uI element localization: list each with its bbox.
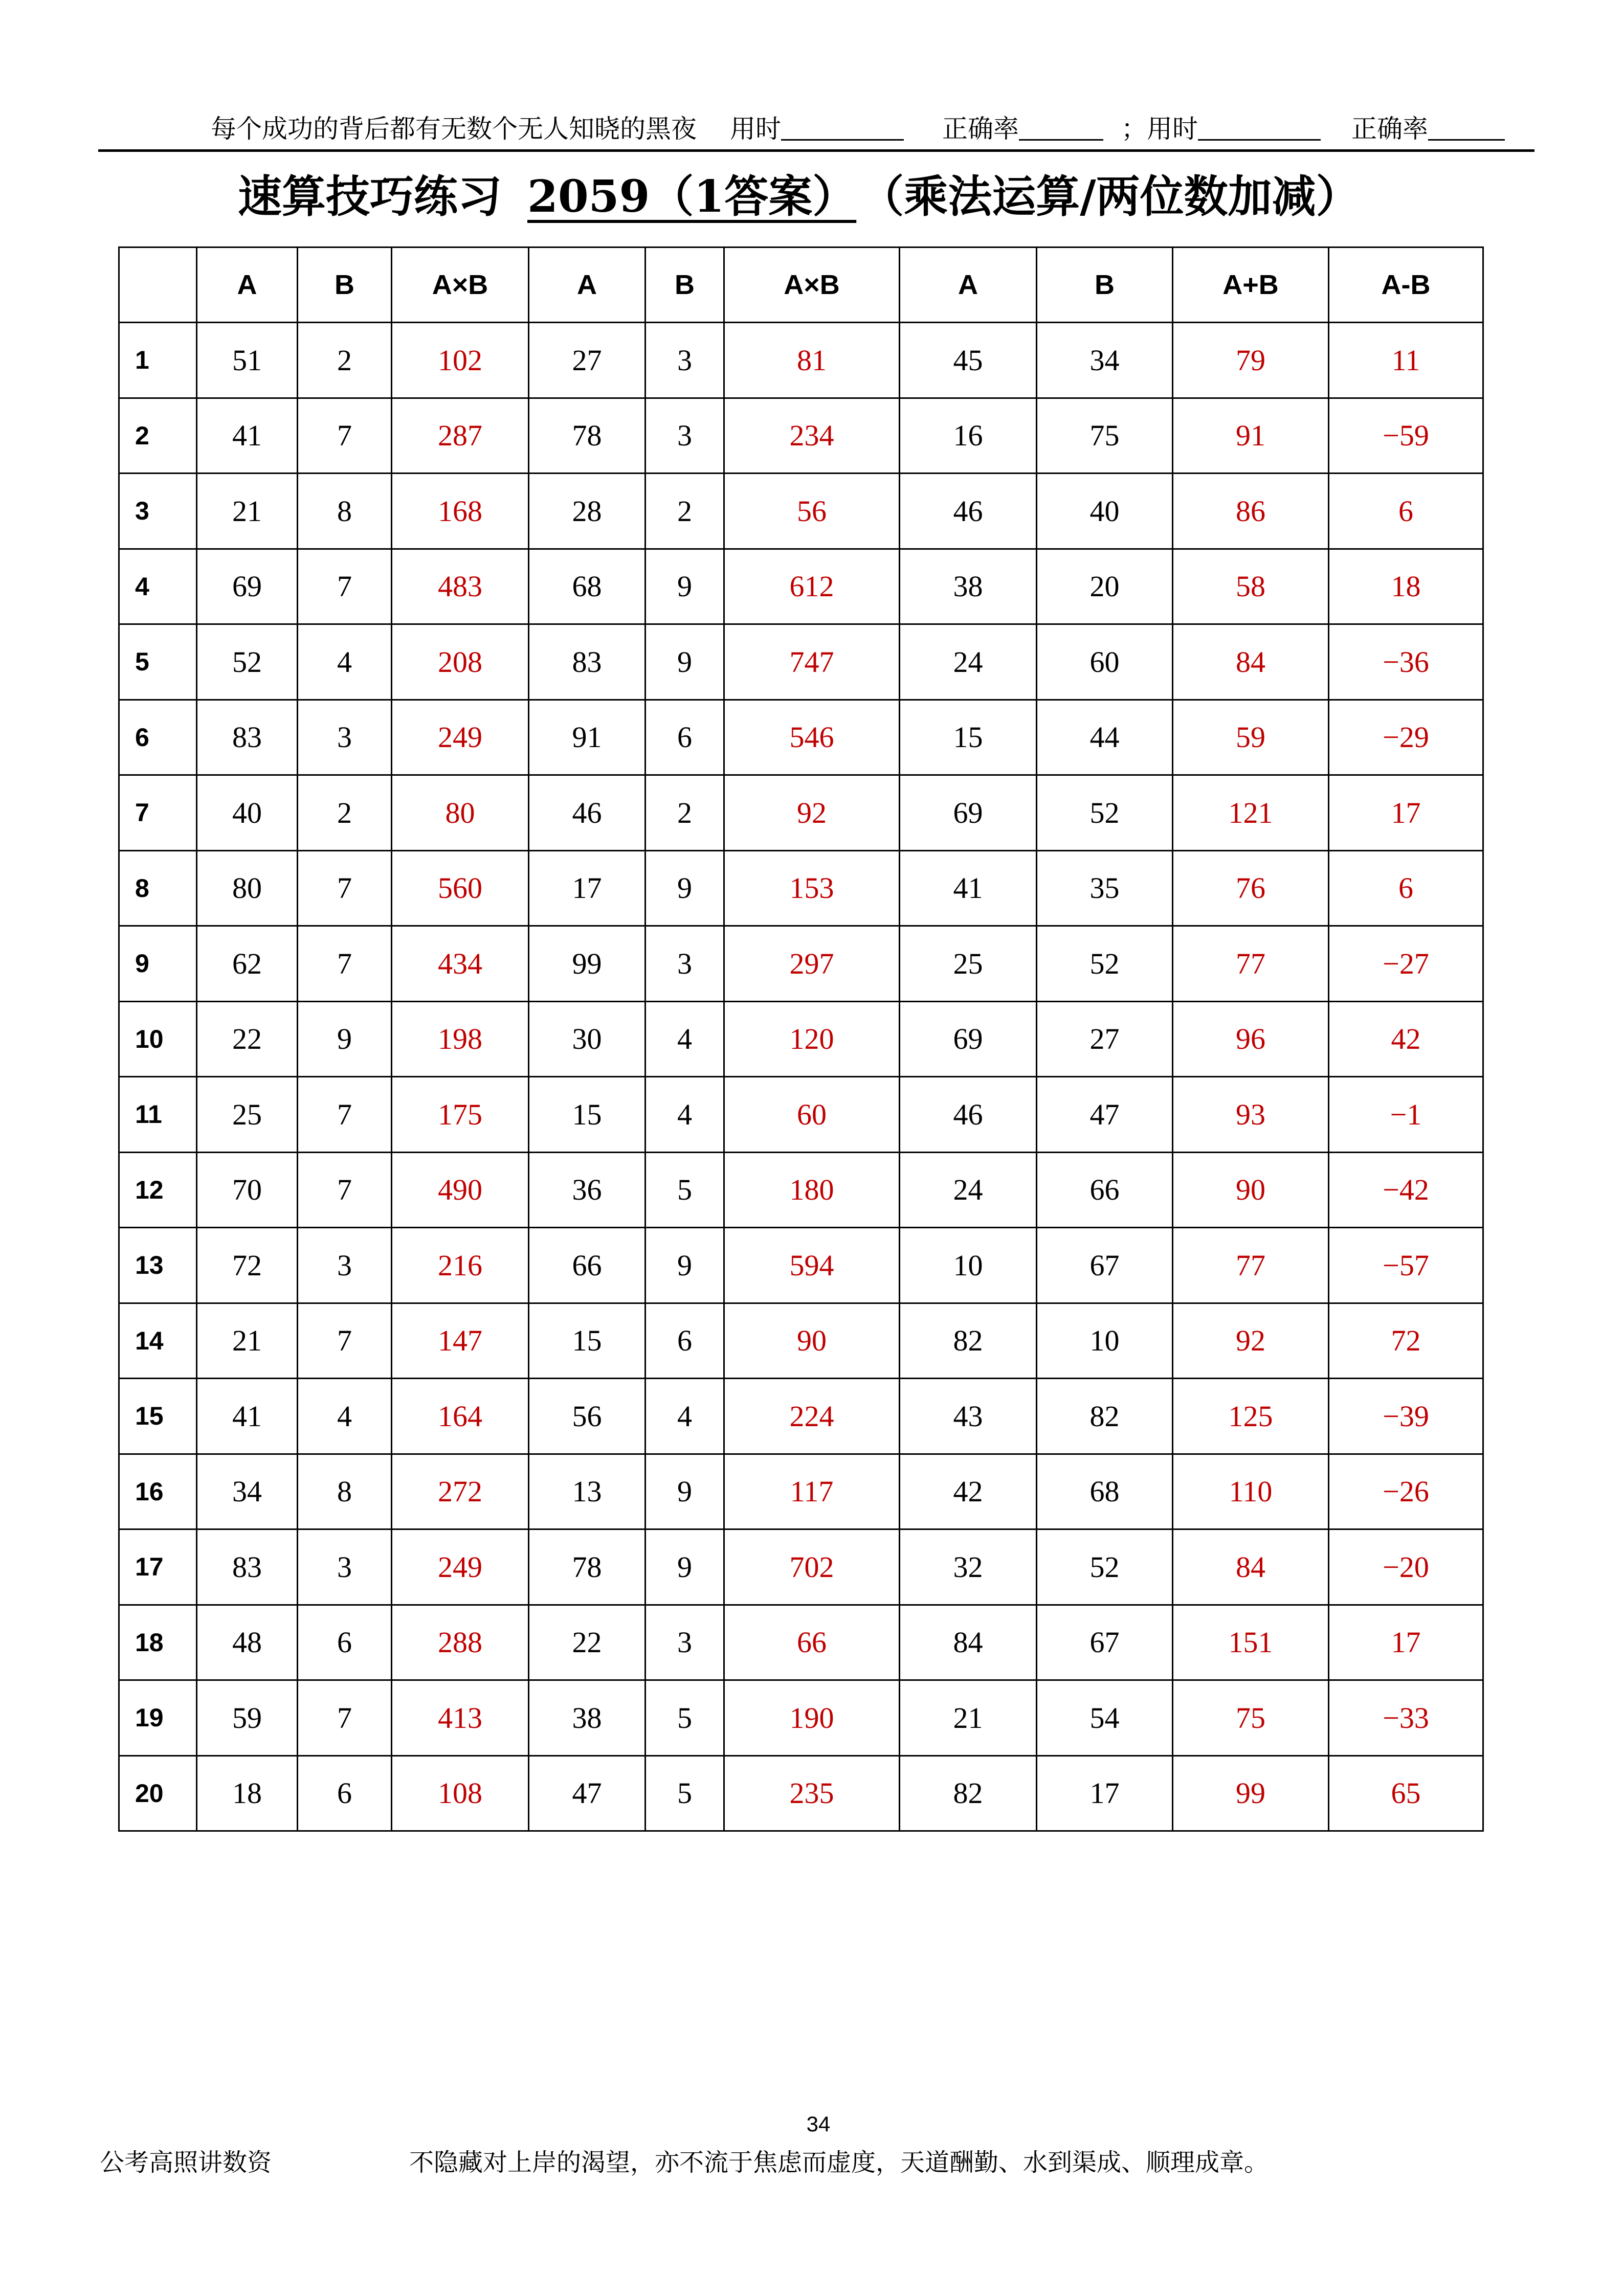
answer-cell: 121 (1173, 775, 1329, 851)
footer-quote: 不隐藏对上岸的渴望，亦不流于焦虑而虚度，天道酬勤、水到渠成、顺理成章。 (409, 2148, 1269, 2177)
operand-cell: 82 (1037, 1379, 1173, 1454)
operand-cell: 8 (298, 1454, 392, 1529)
operand-cell: 51 (197, 323, 298, 398)
operand-cell: 44 (1037, 700, 1173, 775)
answer-cell: 60 (724, 1077, 900, 1153)
answer-cell: 560 (392, 850, 529, 926)
operand-cell: 15 (529, 1077, 646, 1153)
answer-cell: 75 (1173, 1680, 1329, 1756)
page-title (238, 166, 1414, 228)
time-blank-1[interactable] (781, 112, 904, 141)
operand-cell: 3 (646, 926, 724, 1002)
time-label-2: 用时 (1147, 114, 1198, 144)
answer-cell: 91 (1173, 398, 1329, 474)
operand-cell: 67 (1037, 1605, 1173, 1680)
operand-cell: 16 (900, 398, 1037, 474)
answer-cell: 153 (724, 850, 900, 926)
operand-cell: 5 (646, 1755, 724, 1831)
row-number: 15 (119, 1379, 197, 1454)
operand-cell: 7 (298, 398, 392, 474)
answer-cell: 66 (724, 1605, 900, 1680)
answer-cell: 108 (392, 1755, 529, 1831)
answer-cell: 56 (724, 474, 900, 549)
operand-cell: 52 (1037, 926, 1173, 1002)
operand-cell: 99 (529, 926, 646, 1002)
time-field-2 (1147, 112, 1198, 145)
answer-cell: 79 (1173, 323, 1329, 398)
operand-cell: 67 (1037, 1228, 1173, 1303)
operand-cell: 20 (1037, 549, 1173, 624)
operand-cell: 52 (197, 624, 298, 700)
operand-cell: 40 (1037, 474, 1173, 549)
operand-cell: 43 (900, 1379, 1037, 1454)
accuracy-label-2: 正确率 (1351, 114, 1428, 144)
answer-cell: 102 (392, 323, 529, 398)
operand-cell: 56 (529, 1379, 646, 1454)
answer-cell: −26 (1329, 1454, 1483, 1529)
table-row (119, 775, 1483, 851)
answer-cell: 490 (392, 1152, 529, 1228)
operand-cell: 6 (298, 1605, 392, 1680)
answer-cell: 224 (724, 1379, 900, 1454)
table-row (119, 926, 1483, 1002)
operand-cell: 42 (900, 1454, 1037, 1529)
answer-cell: −27 (1329, 926, 1483, 1002)
table-row (119, 700, 1483, 775)
answer-cell: −39 (1329, 1379, 1483, 1454)
answer-cell: 76 (1173, 850, 1329, 926)
operand-cell: 9 (646, 1529, 724, 1605)
table-row (119, 1454, 1483, 1529)
row-number: 6 (119, 700, 197, 775)
answer-cell: 175 (392, 1077, 529, 1153)
operand-cell: 8 (298, 474, 392, 549)
operand-cell: 25 (900, 926, 1037, 1002)
operand-cell: 54 (1037, 1680, 1173, 1756)
answer-cell: 702 (724, 1529, 900, 1605)
table-row (119, 1228, 1483, 1303)
answer-cell: 151 (1173, 1605, 1329, 1680)
operand-cell: 21 (900, 1680, 1037, 1756)
operand-cell: 3 (646, 398, 724, 474)
operand-cell: 32 (900, 1529, 1037, 1605)
answer-cell: 6 (1329, 850, 1483, 926)
operand-cell: 30 (529, 1001, 646, 1077)
row-number: 10 (119, 1001, 197, 1077)
row-number: 16 (119, 1454, 197, 1529)
answer-cell: 11 (1329, 323, 1483, 398)
answer-cell: 125 (1173, 1379, 1329, 1454)
accuracy-field-1 (942, 112, 1019, 145)
answer-cell: 84 (1173, 624, 1329, 700)
answer-cell: 96 (1173, 1001, 1329, 1077)
answer-cell: 747 (724, 624, 900, 700)
answer-cell: 198 (392, 1001, 529, 1077)
operand-cell: 13 (529, 1454, 646, 1529)
row-number: 2 (119, 398, 197, 474)
answer-cell: 17 (1329, 1605, 1483, 1680)
row-number: 4 (119, 549, 197, 624)
header-cell: A×B (392, 247, 529, 323)
answer-cell: 235 (724, 1755, 900, 1831)
answer-cell: 80 (392, 775, 529, 851)
operand-cell: 36 (529, 1152, 646, 1228)
operand-cell: 21 (197, 474, 298, 549)
row-number: 5 (119, 624, 197, 700)
operand-cell: 62 (197, 926, 298, 1002)
accuracy-field-2 (1351, 112, 1428, 145)
operand-cell: 82 (900, 1755, 1037, 1831)
operand-cell: 78 (529, 1529, 646, 1605)
answer-cell: −33 (1329, 1680, 1483, 1756)
answer-cell: 99 (1173, 1755, 1329, 1831)
operand-cell: 9 (646, 850, 724, 926)
operand-cell: 38 (900, 549, 1037, 624)
operand-cell: 2 (646, 474, 724, 549)
operand-cell: 68 (1037, 1454, 1173, 1529)
operand-cell: 7 (298, 549, 392, 624)
page-header (98, 112, 1534, 152)
table-row (119, 1152, 1483, 1228)
table-row (119, 1605, 1483, 1680)
row-number: 9 (119, 926, 197, 1002)
operand-cell: 41 (197, 398, 298, 474)
answer-cell: 86 (1173, 474, 1329, 549)
operand-cell: 7 (298, 1303, 392, 1379)
operand-cell: 9 (298, 1001, 392, 1077)
operand-cell: 66 (529, 1228, 646, 1303)
time-blank-2[interactable] (1198, 112, 1321, 141)
header-cell: B (646, 247, 724, 323)
answer-cell: −29 (1329, 700, 1483, 775)
operand-cell: 78 (529, 398, 646, 474)
table-row (119, 323, 1483, 398)
answer-cell: 6 (1329, 474, 1483, 549)
operand-cell: 46 (900, 1077, 1037, 1153)
table-row (119, 1077, 1483, 1153)
operand-cell: 9 (646, 1454, 724, 1529)
operand-cell: 46 (529, 775, 646, 851)
answer-cell: −20 (1329, 1529, 1483, 1605)
table-row (119, 1680, 1483, 1756)
answer-cell: 17 (1329, 775, 1483, 851)
table-row (119, 1379, 1483, 1454)
operand-cell: 4 (646, 1379, 724, 1454)
operand-cell: 9 (646, 624, 724, 700)
row-number: 8 (119, 850, 197, 926)
operand-cell: 59 (197, 1680, 298, 1756)
answer-cell: 208 (392, 624, 529, 700)
page-number: 34 (806, 2112, 831, 2136)
operand-cell: 41 (900, 850, 1037, 926)
table-row (119, 1529, 1483, 1605)
answer-cell: 90 (1173, 1152, 1329, 1228)
operand-cell: 60 (1037, 624, 1173, 700)
answer-cell: 272 (392, 1454, 529, 1529)
operand-cell: 9 (646, 549, 724, 624)
operand-cell: 69 (197, 549, 298, 624)
row-number: 20 (119, 1755, 197, 1831)
answer-cell: 216 (392, 1228, 529, 1303)
operand-cell: 34 (1037, 323, 1173, 398)
table-row (119, 1755, 1483, 1831)
operand-cell: 52 (1037, 1529, 1173, 1605)
operand-cell: 4 (298, 1379, 392, 1454)
answer-cell: 594 (724, 1228, 900, 1303)
answer-cell: 168 (392, 474, 529, 549)
table-row (119, 624, 1483, 700)
answer-cell: 77 (1173, 1228, 1329, 1303)
answer-cell: 288 (392, 1605, 529, 1680)
row-number: 17 (119, 1529, 197, 1605)
operand-cell: 66 (1037, 1152, 1173, 1228)
time-field-1 (730, 112, 781, 145)
header-motto: 每个成功的背后都有无数个无人知晓的黑夜 (211, 114, 697, 144)
title-code: 2059（1答案） (527, 171, 857, 222)
operand-cell: 3 (298, 1529, 392, 1605)
answer-cell: 413 (392, 1680, 529, 1756)
operand-cell: 21 (197, 1303, 298, 1379)
operand-cell: 4 (646, 1077, 724, 1153)
operand-cell: 3 (646, 323, 724, 398)
answer-cell: −1 (1329, 1077, 1483, 1153)
answer-cell: −57 (1329, 1228, 1483, 1303)
row-number: 1 (119, 323, 197, 398)
operand-cell: 75 (1037, 398, 1173, 474)
title-prefix: 速算技巧练习 (238, 171, 502, 222)
header-cell-index (119, 247, 197, 323)
header-cell: A-B (1329, 247, 1483, 323)
row-number: 3 (119, 474, 197, 549)
answer-cell: −42 (1329, 1152, 1483, 1228)
header-cell: A (197, 247, 298, 323)
answer-cell: 190 (724, 1680, 900, 1756)
operand-cell: 38 (529, 1680, 646, 1756)
answer-cell: 92 (1173, 1303, 1329, 1379)
answer-cell: 110 (1173, 1454, 1329, 1529)
row-number: 13 (119, 1228, 197, 1303)
operand-cell: 46 (900, 474, 1037, 549)
operand-cell: 4 (298, 624, 392, 700)
operand-cell: 6 (646, 1303, 724, 1379)
operand-cell: 15 (529, 1303, 646, 1379)
footer-source: 公考高照讲数资 (100, 2148, 272, 2177)
answer-cell: 84 (1173, 1529, 1329, 1605)
answer-cell: 249 (392, 700, 529, 775)
operand-cell: 10 (900, 1228, 1037, 1303)
answer-cell: 612 (724, 549, 900, 624)
time-label-1: 用时 (730, 114, 781, 144)
answer-cell: 42 (1329, 1001, 1483, 1077)
answer-cell: 147 (392, 1303, 529, 1379)
operand-cell: 72 (197, 1228, 298, 1303)
answer-cell: 58 (1173, 549, 1329, 624)
accuracy-label-1: 正确率 (942, 114, 1019, 144)
operand-cell: 3 (646, 1605, 724, 1680)
operand-cell: 28 (529, 474, 646, 549)
operand-cell: 2 (298, 775, 392, 851)
answer-cell: 287 (392, 398, 529, 474)
table-header-row (119, 247, 1483, 323)
operand-cell: 47 (1037, 1077, 1173, 1153)
operand-cell: 7 (298, 1152, 392, 1228)
operand-cell: 17 (529, 850, 646, 926)
operand-cell: 70 (197, 1152, 298, 1228)
row-number: 11 (119, 1077, 197, 1153)
row-number: 7 (119, 775, 197, 851)
answer-cell: 77 (1173, 926, 1329, 1002)
operand-cell: 27 (529, 323, 646, 398)
row-number: 14 (119, 1303, 197, 1379)
operand-cell: 22 (529, 1605, 646, 1680)
operand-cell: 83 (197, 700, 298, 775)
answer-cell: −59 (1329, 398, 1483, 474)
operand-cell: 5 (646, 1680, 724, 1756)
answer-cell: 59 (1173, 700, 1329, 775)
table-row (119, 549, 1483, 624)
operand-cell: 7 (298, 926, 392, 1002)
operand-cell: 80 (197, 850, 298, 926)
operand-cell: 24 (900, 624, 1037, 700)
header-cell: A (529, 247, 646, 323)
answer-cell: −36 (1329, 624, 1483, 700)
operand-cell: 34 (197, 1454, 298, 1529)
row-number: 12 (119, 1152, 197, 1228)
answer-cell: 249 (392, 1529, 529, 1605)
operand-cell: 10 (1037, 1303, 1173, 1379)
operand-cell: 83 (197, 1529, 298, 1605)
answer-cell: 180 (724, 1152, 900, 1228)
operand-cell: 40 (197, 775, 298, 851)
answer-cell: 18 (1329, 549, 1483, 624)
answer-cell: 117 (724, 1454, 900, 1529)
operand-cell: 3 (298, 700, 392, 775)
operand-cell: 47 (529, 1755, 646, 1831)
header-cell: B (298, 247, 392, 323)
operand-cell: 17 (1037, 1755, 1173, 1831)
table-row (119, 850, 1483, 926)
answer-cell: 81 (724, 323, 900, 398)
operand-cell: 69 (900, 775, 1037, 851)
operand-cell: 52 (1037, 775, 1173, 851)
operand-cell: 41 (197, 1379, 298, 1454)
operand-cell: 82 (900, 1303, 1037, 1379)
answer-cell: 92 (724, 775, 900, 851)
operand-cell: 7 (298, 1077, 392, 1153)
operand-cell: 35 (1037, 850, 1173, 926)
table-row (119, 398, 1483, 474)
operand-cell: 9 (646, 1228, 724, 1303)
exercise-table (118, 246, 1484, 1832)
answer-cell: 434 (392, 926, 529, 1002)
operand-cell: 18 (197, 1755, 298, 1831)
header-cell: B (1037, 247, 1173, 323)
table-row (119, 1303, 1483, 1379)
operand-cell: 24 (900, 1152, 1037, 1228)
answer-cell: 72 (1329, 1303, 1483, 1379)
header-cell: A+B (1173, 247, 1329, 323)
operand-cell: 27 (1037, 1001, 1173, 1077)
operand-cell: 2 (298, 323, 392, 398)
table-row (119, 474, 1483, 549)
answer-cell: 234 (724, 398, 900, 474)
answer-cell: 65 (1329, 1755, 1483, 1831)
answer-cell: 120 (724, 1001, 900, 1077)
row-number: 18 (119, 1605, 197, 1680)
operand-cell: 6 (646, 700, 724, 775)
answer-cell: 93 (1173, 1077, 1329, 1153)
operand-cell: 3 (298, 1228, 392, 1303)
operand-cell: 48 (197, 1605, 298, 1680)
operand-cell: 69 (900, 1001, 1037, 1077)
operand-cell: 4 (646, 1001, 724, 1077)
operand-cell: 91 (529, 700, 646, 775)
operand-cell: 83 (529, 624, 646, 700)
answer-cell: 297 (724, 926, 900, 1002)
operand-cell: 84 (900, 1605, 1037, 1680)
answer-cell: 164 (392, 1379, 529, 1454)
answer-cell: 90 (724, 1303, 900, 1379)
operand-cell: 7 (298, 850, 392, 926)
operand-cell: 5 (646, 1152, 724, 1228)
answer-cell: 546 (724, 700, 900, 775)
header-separator: ； (1121, 114, 1147, 144)
accuracy-blank-2[interactable] (1428, 112, 1505, 141)
operand-cell: 68 (529, 549, 646, 624)
operand-cell: 22 (197, 1001, 298, 1077)
operand-cell: 2 (646, 775, 724, 851)
header-cell: A×B (724, 247, 900, 323)
operand-cell: 15 (900, 700, 1037, 775)
accuracy-blank-1[interactable] (1019, 112, 1103, 141)
operand-cell: 25 (197, 1077, 298, 1153)
title-suffix: （乘法运算/两位数加减） (882, 171, 1360, 222)
operand-cell: 6 (298, 1755, 392, 1831)
table-row (119, 1001, 1483, 1077)
header-cell: A (900, 247, 1037, 323)
operand-cell: 45 (900, 323, 1037, 398)
answer-cell: 483 (392, 549, 529, 624)
row-number: 19 (119, 1680, 197, 1756)
operand-cell: 7 (298, 1680, 392, 1756)
